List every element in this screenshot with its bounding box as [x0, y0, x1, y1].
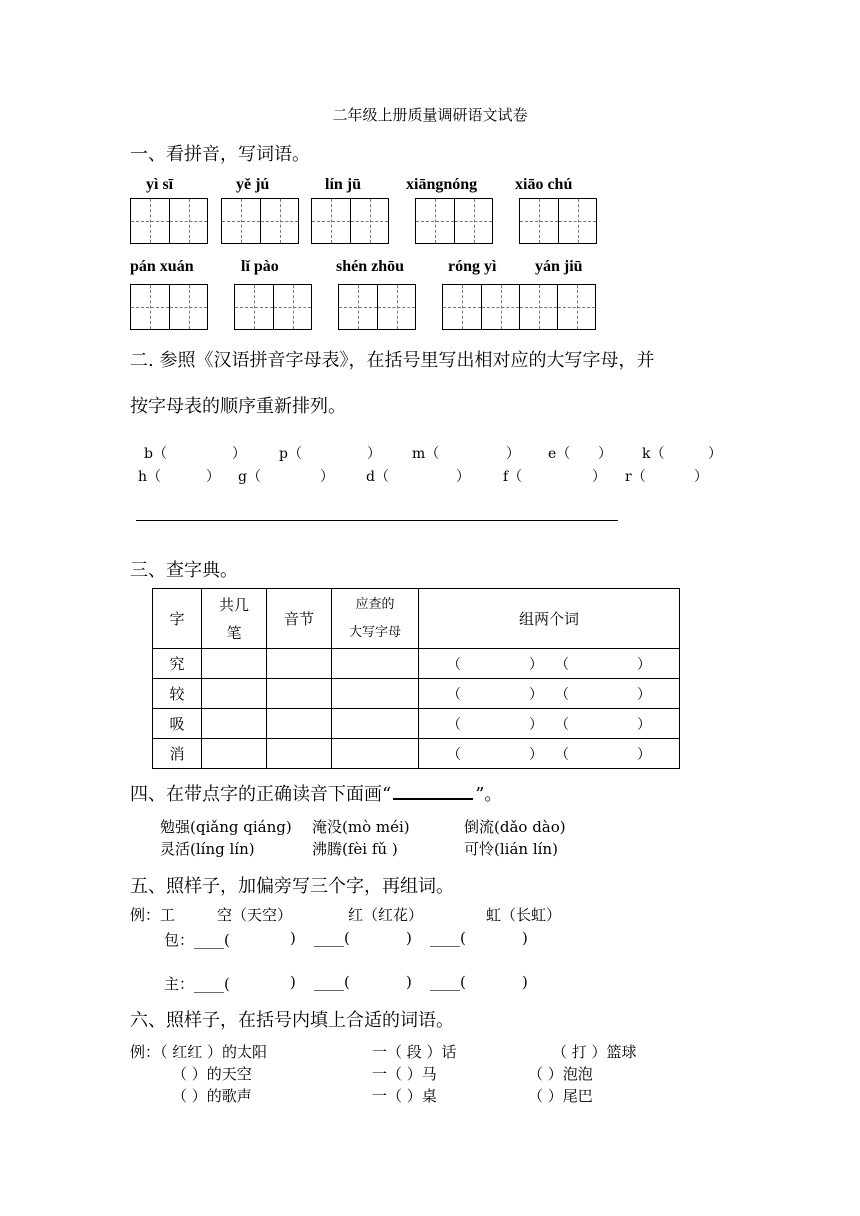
q5-example-1: 空（天空） [217, 906, 293, 924]
cell-input[interactable] [202, 679, 267, 709]
writing-grid[interactable] [442, 284, 596, 330]
q5-example-base: 例：工 [130, 906, 176, 924]
q6-item-5[interactable]: 一（ ）桌 [372, 1087, 437, 1105]
table-row [153, 649, 680, 679]
q5-bao-2[interactable]: ____( [314, 929, 350, 947]
cell-words[interactable]: （ ） （ ） [419, 709, 680, 739]
answer-line[interactable] [136, 520, 618, 521]
q6-example-3: （ 打 ）篮球 [552, 1043, 637, 1061]
q1-grid-row1 [130, 198, 850, 244]
pinyin-5: xiāo chú [515, 176, 573, 193]
pinyin-9: róng yì [448, 258, 497, 275]
cell-words[interactable]: （ ） （ ） [419, 739, 680, 769]
q1-grid-row2 [130, 284, 850, 330]
q4-item-1[interactable]: 勉强(qiǎng qiáng) [160, 818, 292, 836]
writing-grid[interactable] [311, 198, 389, 244]
writing-grid[interactable] [130, 284, 208, 330]
pinyin-2: yě jú [236, 176, 270, 193]
q6-item-3[interactable]: （ ）泡泡 [528, 1065, 593, 1083]
q6-item-6[interactable]: （ ）尾巴 [528, 1087, 593, 1105]
letter-g-close: ） [320, 469, 334, 485]
writing-grid[interactable] [234, 284, 312, 330]
letter-r-close: ） [694, 469, 708, 485]
row-char: 消 [153, 739, 202, 769]
letter-b-close: ） [232, 446, 246, 462]
letter-e-open: e（ [548, 446, 571, 462]
writing-grid[interactable] [130, 198, 208, 244]
pinyin-4: xiāngnóng [406, 176, 478, 193]
header-words: 组两个词 [419, 589, 680, 649]
letter-k-open: k（ [642, 446, 665, 462]
cell-words[interactable]: （ ） （ ） [419, 679, 680, 709]
letter-d-open: d（ [366, 469, 389, 485]
q6-item-1[interactable]: （ ）的天空 [172, 1065, 252, 1083]
row-char: 吸 [153, 709, 202, 739]
pinyin-1: yì sī [146, 176, 174, 193]
q5-bao-1[interactable]: 包：____( [164, 931, 230, 949]
q5-zhu-1-close: ) [290, 973, 296, 991]
q6-example-1: 例：（ 红红 ）的太阳 [130, 1043, 268, 1061]
q5-zhu-1[interactable]: 主：____( [164, 975, 230, 993]
letter-k-close: ） [708, 446, 722, 462]
q5-heading: 五、照样子，加偏旁写三个字，再组词。 [130, 876, 454, 897]
table-row [153, 739, 680, 769]
q5-bao-1-close: ) [290, 929, 296, 947]
cell-input[interactable] [267, 679, 332, 709]
q5-zhu-3[interactable]: ____( [430, 973, 466, 991]
letter-e-close: ） [598, 446, 612, 462]
letter-p-close: ） [367, 446, 381, 462]
letter-h-open: h（ [138, 469, 162, 485]
table-row [153, 679, 680, 709]
header-strokes: 共几 笔 [202, 589, 267, 649]
table-row [153, 709, 680, 739]
letter-r-open: r（ [625, 469, 646, 485]
letter-b-open: b（ [144, 446, 167, 462]
q1-heading: 一、看拼音，写词语。 [130, 144, 310, 165]
q5-zhu-3-close: ) [522, 973, 528, 991]
q5-bao-3-close: ) [522, 929, 528, 947]
q2-heading-line1: 二. 参照《汉语拼音字母表》，在括号里写出相对应的大写字母，并 [130, 350, 655, 371]
header-char: 字 [153, 589, 202, 649]
header-syllable: 音节 [267, 589, 332, 649]
q6-example-2: 一（ 段 ）话 [372, 1043, 457, 1061]
cell-words[interactable]: （ ） （ ） [419, 649, 680, 679]
letter-f-close: ） [592, 469, 606, 485]
q5-bao-3[interactable]: ____( [430, 929, 466, 947]
writing-grid[interactable] [415, 198, 493, 244]
q4-item-4[interactable]: 灵活(líng lín) [160, 840, 255, 858]
row-char: 究 [153, 649, 202, 679]
q6-item-2[interactable]: 一（ ）马 [372, 1065, 437, 1083]
q5-zhu-2-close: ) [406, 973, 412, 991]
q4-heading: 四、在带点字的正确读音下面画“ ”。 [130, 784, 503, 805]
cell-input[interactable] [332, 679, 419, 709]
row-char: 较 [153, 679, 202, 709]
cell-input[interactable] [267, 739, 332, 769]
cell-input[interactable] [202, 649, 267, 679]
letter-m-open: m（ [412, 446, 440, 462]
dictionary-table [152, 588, 680, 769]
q6-heading: 六、照样子，在括号内填上合适的词语。 [130, 1010, 454, 1031]
pinyin-7: lǐ pào [241, 258, 279, 275]
q4-item-5[interactable]: 沸腾(fèi fǔ ) [312, 840, 398, 858]
pinyin-8: shén zhōu [336, 258, 405, 275]
letter-f-open: f（ [503, 469, 523, 485]
q5-example-3: 虹（长虹） [486, 906, 562, 924]
letter-h-close: ） [206, 469, 220, 485]
page-title: 二年级上册质量调研语文试卷 [332, 106, 528, 124]
q2-heading-line2: 按字母表的顺序重新排列。 [130, 396, 346, 417]
q4-item-2[interactable]: 淹没(mò méi) [312, 818, 410, 836]
letter-g-open: g（ [238, 469, 261, 485]
q4-item-6[interactable]: 可怜(lián lín) [464, 840, 558, 858]
q5-zhu-2[interactable]: ____( [314, 973, 350, 991]
q3-heading: 三、查字典。 [130, 560, 238, 581]
cell-input[interactable] [202, 739, 267, 769]
cell-input[interactable] [202, 709, 267, 739]
letter-d-close: ） [456, 469, 470, 485]
letter-m-close: ） [506, 446, 520, 462]
header-capital: 应查的 大写字母 [332, 589, 419, 649]
writing-grid[interactable] [338, 284, 416, 330]
cell-input[interactable] [332, 709, 419, 739]
cell-input[interactable] [267, 649, 332, 679]
cell-input[interactable] [332, 739, 419, 769]
pinyin-6: pán xuán [130, 258, 194, 275]
pinyin-3: lín jū [325, 176, 362, 193]
q5-example-2: 红（红花） [348, 906, 424, 924]
q5-bao-2-close: ) [406, 929, 412, 947]
q6-item-4[interactable]: （ ）的歌声 [172, 1087, 252, 1105]
letter-p-open: p（ [279, 446, 302, 462]
writing-grid[interactable] [221, 198, 299, 244]
cell-input[interactable] [332, 649, 419, 679]
pinyin-10: yán jiū [535, 258, 583, 275]
cell-input[interactable] [267, 709, 332, 739]
writing-grid[interactable] [519, 198, 597, 244]
q4-item-3[interactable]: 倒流(dǎo dào) [464, 818, 566, 836]
